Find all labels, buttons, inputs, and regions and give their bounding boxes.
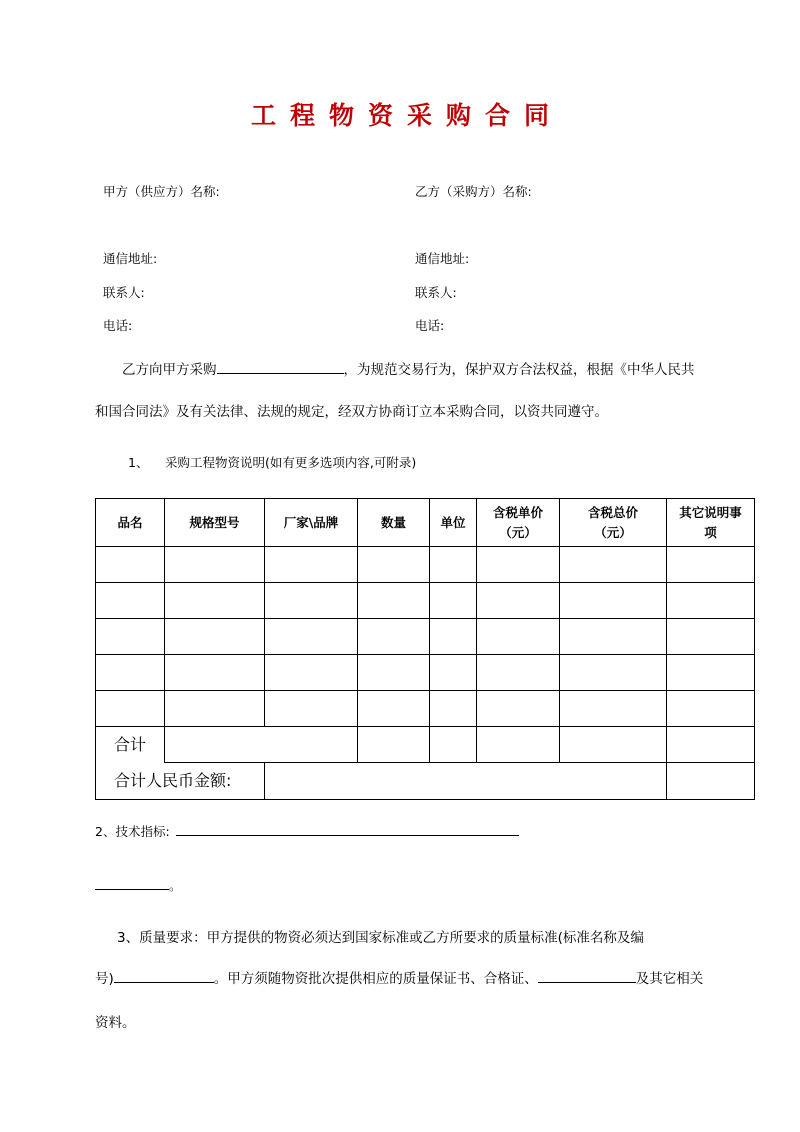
- table-cell[interactable]: [358, 691, 430, 727]
- section3-line-3: 资料。: [95, 1015, 136, 1031]
- table-cell[interactable]: [430, 727, 477, 763]
- section3-text-a: 号): [95, 971, 114, 987]
- section2-label: 2、技术指标:: [95, 824, 170, 839]
- document-title: 工程物资采购合同: [250, 101, 563, 130]
- header-spec: 规格型号: [165, 499, 265, 547]
- total-label: 合计: [96, 727, 165, 763]
- table-cell[interactable]: [430, 619, 477, 655]
- table-cell[interactable]: [430, 655, 477, 691]
- table-row: [96, 655, 755, 691]
- party-a-name-label: 甲方（供应方）名称:: [103, 184, 220, 199]
- intro-line-1: [122, 358, 695, 378]
- purchase-item-blank[interactable]: [217, 358, 344, 374]
- table-cell[interactable]: [477, 655, 560, 691]
- table-cell[interactable]: [560, 619, 667, 655]
- table-row: [96, 691, 755, 727]
- table-cell[interactable]: [96, 655, 165, 691]
- party-a-phone-label: 电话:: [103, 318, 133, 333]
- table-cell[interactable]: [560, 547, 667, 583]
- table-cell[interactable]: [358, 547, 430, 583]
- table-cell[interactable]: [265, 583, 358, 619]
- table-cell[interactable]: [165, 727, 358, 763]
- table-cell[interactable]: [667, 727, 755, 763]
- table-cell[interactable]: [667, 547, 755, 583]
- section2-end: 。: [169, 878, 182, 893]
- section3-line-2: [95, 967, 703, 987]
- table-rmb-row: [96, 763, 755, 800]
- section1-heading: 采购工程物资说明(如有更多选项内容,可附录): [165, 455, 417, 470]
- table-cell[interactable]: [430, 691, 477, 727]
- table-cell[interactable]: [667, 619, 755, 655]
- table-cell[interactable]: [560, 655, 667, 691]
- party-b-name-label: 乙方（采购方）名称:: [415, 184, 532, 199]
- table-cell[interactable]: [477, 547, 560, 583]
- tech-spec-blank-2[interactable]: [95, 874, 169, 890]
- header-unit-price: [477, 499, 560, 547]
- section3-line-1: 3、质量要求：甲方提供的物资必须达到国家标准或乙方所要求的质量标准(标准名称及编: [117, 930, 644, 946]
- header-total-price: [560, 499, 667, 547]
- party-a-address-label: 通信地址:: [103, 251, 158, 266]
- section3-text-b: 。甲方须随物资批次提供相应的质量保证书、合格证、: [213, 971, 538, 987]
- table-cell[interactable]: [477, 619, 560, 655]
- table-cell[interactable]: [430, 583, 477, 619]
- table-cell[interactable]: [165, 619, 265, 655]
- table-cell[interactable]: [667, 583, 755, 619]
- section2-line: [95, 820, 519, 840]
- header-unit: 单位: [430, 499, 477, 547]
- rmb-amount-cell[interactable]: [265, 763, 667, 800]
- other-docs-blank[interactable]: [538, 967, 636, 983]
- standard-number-blank[interactable]: [114, 967, 214, 983]
- table-row: [96, 583, 755, 619]
- table-cell[interactable]: [667, 655, 755, 691]
- table-cell[interactable]: [477, 583, 560, 619]
- table-cell[interactable]: [165, 583, 265, 619]
- intro-text-start: 乙方向甲方采购: [122, 362, 217, 378]
- table-cell[interactable]: [358, 655, 430, 691]
- header-quantity: 数量: [358, 499, 430, 547]
- table-cell[interactable]: [96, 583, 165, 619]
- header-unit-price-l1: 含税单价: [492, 504, 543, 520]
- table-cell[interactable]: [265, 691, 358, 727]
- section3-text-c: 及其它相关: [635, 971, 704, 987]
- header-name: 品名: [96, 499, 165, 547]
- table-total-row: [96, 727, 755, 763]
- header-total-price-l2: （元）: [594, 524, 632, 540]
- intro-line-2: 和国合同法》及有关法律、法规的规定，经双方协商订立本采购合同，以资共同遵守。: [95, 404, 608, 420]
- header-notes: [667, 499, 755, 547]
- party-b-address-label: 通信地址:: [415, 251, 470, 266]
- table-cell[interactable]: [358, 727, 430, 763]
- table-cell[interactable]: [358, 619, 430, 655]
- table-cell[interactable]: [560, 727, 667, 763]
- table-cell[interactable]: [96, 619, 165, 655]
- table-cell[interactable]: [265, 619, 358, 655]
- header-brand: 厂家\品牌: [265, 499, 358, 547]
- table-cell[interactable]: [477, 691, 560, 727]
- table-cell[interactable]: [667, 763, 755, 800]
- header-notes-l1: 其它说明事: [679, 504, 742, 520]
- table-cell[interactable]: [477, 727, 560, 763]
- table-cell[interactable]: [560, 691, 667, 727]
- table-cell[interactable]: [165, 547, 265, 583]
- table-cell[interactable]: [265, 655, 358, 691]
- tech-spec-blank[interactable]: [176, 820, 519, 836]
- header-unit-price-l2: （元）: [499, 524, 537, 540]
- table-cell[interactable]: [165, 691, 265, 727]
- table-cell[interactable]: [165, 655, 265, 691]
- section2-line-2: [95, 874, 182, 894]
- intro-text-end: ，为规范交易行为，保护双方合法权益，根据《中华人民共: [343, 362, 695, 378]
- table-cell[interactable]: [430, 547, 477, 583]
- header-notes-l2: 项: [704, 524, 717, 540]
- table-header-row: [96, 499, 755, 547]
- table-cell[interactable]: [667, 691, 755, 727]
- table-row: [96, 547, 755, 583]
- materials-table: [95, 498, 755, 800]
- table-cell[interactable]: [265, 547, 358, 583]
- table-row: [96, 619, 755, 655]
- section1-number: 1、: [128, 455, 149, 470]
- party-b-contact-label: 联系人:: [415, 285, 457, 300]
- table-cell[interactable]: [358, 583, 430, 619]
- table-cell[interactable]: [96, 547, 165, 583]
- party-a-contact-label: 联系人:: [103, 285, 145, 300]
- table-cell[interactable]: [560, 583, 667, 619]
- table-cell[interactable]: [96, 691, 165, 727]
- rmb-total-label: 合计人民币金额:: [96, 763, 265, 800]
- header-total-price-l1: 含税总价: [587, 504, 638, 520]
- party-b-phone-label: 电话:: [415, 318, 445, 333]
